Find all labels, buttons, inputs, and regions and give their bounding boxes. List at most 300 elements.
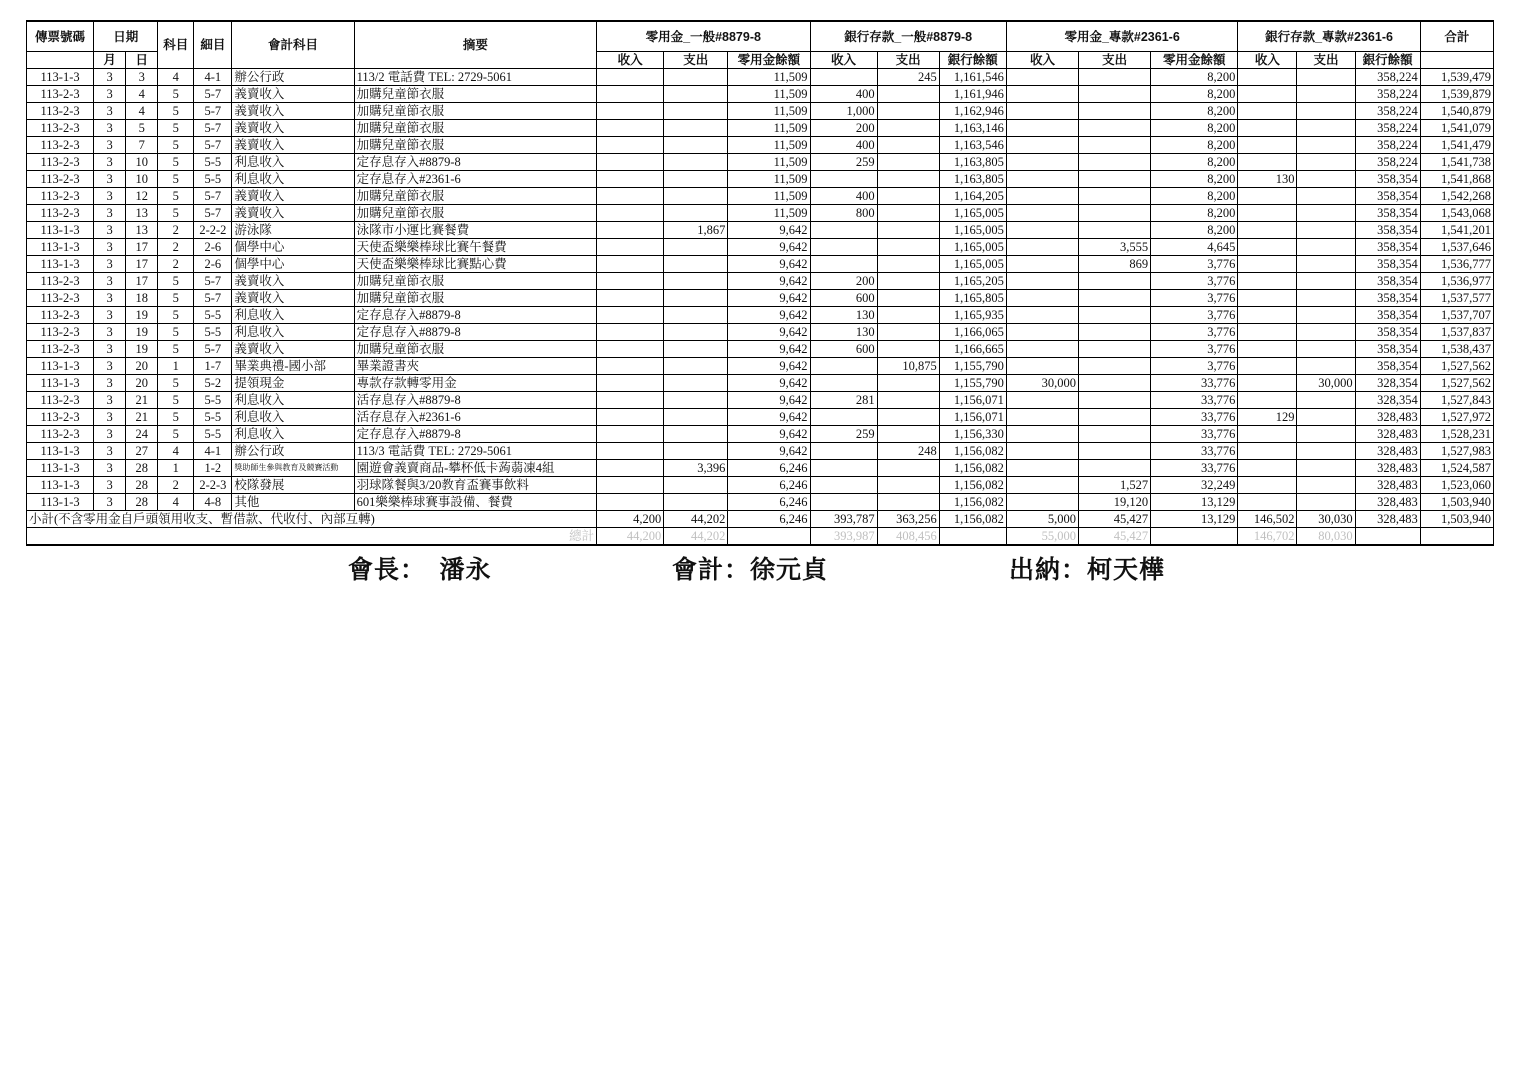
voucher-cell: 113-2-3	[27, 426, 94, 443]
signature-accountant: 會計：徐元貞	[672, 555, 829, 584]
table-row	[27, 239, 1494, 256]
g3-income-cell	[1006, 341, 1078, 358]
subtotal-value: 45,427	[1079, 511, 1151, 528]
g3-balance-cell: 3,776	[1151, 307, 1238, 324]
account-cell: 獎助師生參與教育及競賽活動	[232, 460, 354, 477]
g2-income-cell: 200	[810, 120, 877, 137]
subtotal-value: 363,256	[877, 511, 939, 528]
g3-expense-cell: 1,527	[1079, 477, 1151, 494]
g2-expense-cell	[877, 188, 939, 205]
voucher-cell: 113-2-3	[27, 341, 94, 358]
g1-balance-cell: 11,509	[728, 171, 810, 188]
account-cell: 利息收入	[232, 154, 354, 171]
g4-balance-cell: 328,483	[1355, 409, 1420, 426]
g2-income-cell: 400	[810, 188, 877, 205]
g2-balance-cell: 1,162,946	[939, 103, 1006, 120]
g1-income-cell	[597, 120, 664, 137]
g2-expense-cell	[877, 409, 939, 426]
table-row	[27, 477, 1494, 494]
g2-expense-cell	[877, 324, 939, 341]
total-cell: 1,542,268	[1420, 188, 1493, 205]
g1-income-cell	[597, 86, 664, 103]
g3-expense-cell	[1079, 409, 1151, 426]
signature-president: 會長： 潘永	[348, 555, 492, 584]
account-cell: 義賣收入	[232, 86, 354, 103]
g1-income-cell	[597, 426, 664, 443]
summary-cell: 加購兒童節衣服	[354, 120, 596, 137]
g1-income-cell	[597, 460, 664, 477]
g4-balance-cell: 358,354	[1355, 239, 1420, 256]
g2-balance-cell: 1,165,205	[939, 273, 1006, 290]
g1-expense-cell	[664, 69, 728, 86]
g1-balance-cell: 9,642	[728, 375, 810, 392]
g1-expense-cell	[664, 341, 728, 358]
g4-income-cell	[1238, 290, 1297, 307]
g3-balance-cell: 3,776	[1151, 324, 1238, 341]
g2-expense-cell	[877, 290, 939, 307]
month-cell: 3	[94, 256, 126, 273]
account-cell: 其他	[232, 494, 354, 511]
g1-expense-cell	[664, 154, 728, 171]
g4-balance-cell: 328,354	[1355, 375, 1420, 392]
summary-cell: 601樂樂棒球賽事設備、餐費	[354, 494, 596, 511]
g3-balance-cell: 32,249	[1151, 477, 1238, 494]
g3-expense-cell	[1079, 171, 1151, 188]
g1-balance-cell: 9,642	[728, 273, 810, 290]
total-cell: 1,537,707	[1420, 307, 1493, 324]
g2-expense-cell	[877, 120, 939, 137]
total-cell: 1,537,646	[1420, 239, 1493, 256]
g3-expense-cell	[1079, 205, 1151, 222]
voucher-cell: 113-2-3	[27, 409, 94, 426]
subtotal-label: 小計(不含零用金自戶頭領用收支、暫借款、代收付、內部互轉)	[27, 511, 597, 528]
table-row	[27, 409, 1494, 426]
summary-cell: 定存息存入#8879-8	[354, 324, 596, 341]
g2-income-cell	[810, 256, 877, 273]
g1-balance-cell: 11,509	[728, 103, 810, 120]
g2-expense-cell	[877, 375, 939, 392]
total-cell: 1,543,068	[1420, 205, 1493, 222]
g3-balance-cell: 13,129	[1151, 494, 1238, 511]
g3-income-cell	[1006, 86, 1078, 103]
header-g1-expense: 支出	[664, 52, 728, 69]
g3-balance-cell: 3,776	[1151, 256, 1238, 273]
subject-cell: 5	[158, 137, 194, 154]
voucher-cell: 113-1-3	[27, 222, 94, 239]
subject-cell: 5	[158, 154, 194, 171]
header-g4-balance: 銀行餘額	[1355, 52, 1420, 69]
day-cell: 10	[126, 154, 158, 171]
g2-income-cell: 259	[810, 154, 877, 171]
detail-cell: 4-1	[194, 69, 232, 86]
detail-cell: 5-7	[194, 86, 232, 103]
g2-income-cell	[810, 239, 877, 256]
account-cell: 利息收入	[232, 171, 354, 188]
g4-expense-cell	[1297, 307, 1355, 324]
month-cell: 3	[94, 188, 126, 205]
table-row	[27, 205, 1494, 222]
grand-total-value	[1420, 528, 1493, 546]
g2-income-cell: 259	[810, 426, 877, 443]
g3-balance-cell: 33,776	[1151, 375, 1238, 392]
g1-income-cell	[597, 307, 664, 324]
g3-balance-cell: 3,776	[1151, 273, 1238, 290]
account-cell: 利息收入	[232, 392, 354, 409]
g2-balance-cell: 1,165,005	[939, 205, 1006, 222]
g3-balance-cell: 8,200	[1151, 188, 1238, 205]
table-row	[27, 494, 1494, 511]
g2-income-cell	[810, 494, 877, 511]
g3-balance-cell: 8,200	[1151, 154, 1238, 171]
table-row	[27, 358, 1494, 375]
voucher-cell: 113-2-3	[27, 392, 94, 409]
g4-income-cell	[1238, 103, 1297, 120]
voucher-cell: 113-1-3	[27, 69, 94, 86]
g2-balance-cell: 1,155,790	[939, 375, 1006, 392]
subject-cell: 4	[158, 494, 194, 511]
g4-balance-cell: 358,354	[1355, 290, 1420, 307]
ledger-body	[27, 69, 1494, 546]
g1-income-cell	[597, 324, 664, 341]
header-account: 會計科目	[232, 21, 354, 69]
table-row	[27, 324, 1494, 341]
g3-income-cell	[1006, 222, 1078, 239]
total-cell: 1,524,587	[1420, 460, 1493, 477]
g1-income-cell	[597, 222, 664, 239]
day-cell: 4	[126, 103, 158, 120]
g3-income-cell	[1006, 137, 1078, 154]
voucher-cell: 113-1-3	[27, 443, 94, 460]
month-cell: 3	[94, 239, 126, 256]
voucher-cell: 113-1-3	[27, 239, 94, 256]
g2-income-cell	[810, 375, 877, 392]
g2-income-cell	[810, 171, 877, 188]
g1-balance-cell: 9,642	[728, 358, 810, 375]
subject-cell: 5	[158, 120, 194, 137]
g4-balance-cell: 358,354	[1355, 358, 1420, 375]
g3-expense-cell	[1079, 154, 1151, 171]
table-row	[27, 188, 1494, 205]
day-cell: 13	[126, 205, 158, 222]
header-voucher: 傳票號碼	[27, 21, 94, 52]
g1-balance-cell: 11,509	[728, 137, 810, 154]
g3-income-cell	[1006, 120, 1078, 137]
g4-expense-cell	[1297, 341, 1355, 358]
g2-expense-cell	[877, 426, 939, 443]
month-cell: 3	[94, 307, 126, 324]
g3-expense-cell	[1079, 426, 1151, 443]
grand-total-value: 55,000	[1006, 528, 1078, 546]
g4-income-cell	[1238, 69, 1297, 86]
g1-balance-cell: 9,642	[728, 307, 810, 324]
g3-expense-cell	[1079, 137, 1151, 154]
detail-cell: 4-1	[194, 443, 232, 460]
g4-expense-cell	[1297, 239, 1355, 256]
month-cell: 3	[94, 324, 126, 341]
account-cell: 辦公行政	[232, 69, 354, 86]
g2-expense-cell	[877, 460, 939, 477]
g4-expense-cell	[1297, 409, 1355, 426]
month-cell: 3	[94, 358, 126, 375]
g3-balance-cell: 8,200	[1151, 137, 1238, 154]
g2-balance-cell: 1,163,546	[939, 137, 1006, 154]
g4-expense-cell	[1297, 137, 1355, 154]
g3-balance-cell: 3,776	[1151, 290, 1238, 307]
g4-expense-cell	[1297, 103, 1355, 120]
summary-cell: 專款存款轉零用金	[354, 375, 596, 392]
g2-balance-cell: 1,164,205	[939, 188, 1006, 205]
summary-cell: 天使盃樂樂棒球比賽午餐費	[354, 239, 596, 256]
subtotal-row	[27, 511, 1494, 528]
header-total-blank	[1420, 52, 1493, 69]
g2-income-cell	[810, 222, 877, 239]
day-cell: 20	[126, 358, 158, 375]
g2-income-cell: 600	[810, 341, 877, 358]
grand-total-row	[27, 528, 1494, 546]
g4-expense-cell	[1297, 256, 1355, 273]
table-row	[27, 290, 1494, 307]
detail-cell: 5-5	[194, 392, 232, 409]
detail-cell: 5-7	[194, 137, 232, 154]
g4-expense-cell: 30,000	[1297, 375, 1355, 392]
g3-income-cell	[1006, 392, 1078, 409]
g3-expense-cell	[1079, 460, 1151, 477]
g4-balance-cell: 358,224	[1355, 69, 1420, 86]
summary-cell: 天使盃樂樂棒球比賽點心費	[354, 256, 596, 273]
g3-expense-cell: 869	[1079, 256, 1151, 273]
g2-expense-cell	[877, 239, 939, 256]
g3-balance-cell: 8,200	[1151, 86, 1238, 103]
account-cell: 畢業典禮-國小部	[232, 358, 354, 375]
g4-income-cell: 129	[1238, 409, 1297, 426]
g1-balance-cell: 9,642	[728, 392, 810, 409]
voucher-cell: 113-2-3	[27, 307, 94, 324]
summary-cell: 加購兒童節衣服	[354, 86, 596, 103]
g2-income-cell	[810, 460, 877, 477]
table-row	[27, 256, 1494, 273]
g3-balance-cell: 4,645	[1151, 239, 1238, 256]
total-cell: 1,527,972	[1420, 409, 1493, 426]
subtotal-value: 4,200	[597, 511, 664, 528]
g1-income-cell	[597, 392, 664, 409]
g2-income-cell	[810, 358, 877, 375]
g3-income-cell	[1006, 460, 1078, 477]
summary-cell: 畢業證書夾	[354, 358, 596, 375]
voucher-cell: 113-2-3	[27, 205, 94, 222]
g2-expense-cell	[877, 341, 939, 358]
summary-cell: 泳隊市小運比賽餐費	[354, 222, 596, 239]
detail-cell: 1-7	[194, 358, 232, 375]
g1-expense-cell	[664, 273, 728, 290]
g2-balance-cell: 1,166,065	[939, 324, 1006, 341]
g4-expense-cell	[1297, 477, 1355, 494]
g3-balance-cell: 3,776	[1151, 358, 1238, 375]
day-cell: 19	[126, 307, 158, 324]
g4-expense-cell	[1297, 120, 1355, 137]
g2-balance-cell: 1,166,665	[939, 341, 1006, 358]
g3-balance-cell: 8,200	[1151, 120, 1238, 137]
summary-cell: 加購兒童節衣服	[354, 341, 596, 358]
summary-cell: 加購兒童節衣服	[354, 205, 596, 222]
table-row	[27, 171, 1494, 188]
voucher-cell: 113-1-3	[27, 460, 94, 477]
g2-income-cell	[810, 477, 877, 494]
grand-total-label: 總計	[27, 528, 597, 546]
total-cell: 1,523,060	[1420, 477, 1493, 494]
g4-balance-cell: 358,224	[1355, 86, 1420, 103]
header-voucher-blank	[27, 52, 94, 69]
g2-expense-cell	[877, 154, 939, 171]
summary-cell: 活存息存入#2361-6	[354, 409, 596, 426]
g4-income-cell	[1238, 341, 1297, 358]
g4-expense-cell	[1297, 443, 1355, 460]
g1-income-cell	[597, 256, 664, 273]
day-cell: 17	[126, 273, 158, 290]
g3-income-cell	[1006, 358, 1078, 375]
table-row	[27, 443, 1494, 460]
month-cell: 3	[94, 222, 126, 239]
g2-expense-cell	[877, 222, 939, 239]
g2-expense-cell	[877, 137, 939, 154]
voucher-cell: 113-1-3	[27, 358, 94, 375]
detail-cell: 2-6	[194, 239, 232, 256]
summary-cell: 加購兒童節衣服	[354, 273, 596, 290]
voucher-cell: 113-1-3	[27, 494, 94, 511]
g4-expense-cell	[1297, 426, 1355, 443]
subtotal-value: 393,787	[810, 511, 877, 528]
account-cell: 辦公行政	[232, 443, 354, 460]
account-cell: 提領現金	[232, 375, 354, 392]
voucher-cell: 113-2-3	[27, 273, 94, 290]
day-cell: 5	[126, 120, 158, 137]
day-cell: 21	[126, 409, 158, 426]
g4-balance-cell: 358,224	[1355, 137, 1420, 154]
g2-expense-cell	[877, 205, 939, 222]
subject-cell: 2	[158, 222, 194, 239]
day-cell: 20	[126, 375, 158, 392]
g2-balance-cell: 1,161,946	[939, 86, 1006, 103]
g3-expense-cell	[1079, 120, 1151, 137]
g2-balance-cell: 1,165,005	[939, 222, 1006, 239]
g2-expense-cell	[877, 171, 939, 188]
voucher-cell: 113-2-3	[27, 120, 94, 137]
total-cell: 1,527,843	[1420, 392, 1493, 409]
detail-cell: 5-7	[194, 103, 232, 120]
g1-expense-cell	[664, 358, 728, 375]
g3-expense-cell: 3,555	[1079, 239, 1151, 256]
g3-balance-cell: 33,776	[1151, 392, 1238, 409]
g2-balance-cell: 1,156,330	[939, 426, 1006, 443]
detail-cell: 5-7	[194, 290, 232, 307]
table-row	[27, 86, 1494, 103]
table-row	[27, 154, 1494, 171]
detail-cell: 5-7	[194, 273, 232, 290]
day-cell: 24	[126, 426, 158, 443]
g2-expense-cell	[877, 103, 939, 120]
grand-total-value: 408,456	[877, 528, 939, 546]
account-cell: 個學中心	[232, 256, 354, 273]
g2-expense-cell	[877, 86, 939, 103]
g2-balance-cell: 1,163,805	[939, 171, 1006, 188]
month-cell: 3	[94, 426, 126, 443]
account-cell: 義賣收入	[232, 137, 354, 154]
summary-cell: 定存息存入#8879-8	[354, 154, 596, 171]
g1-balance-cell: 9,642	[728, 443, 810, 460]
header-g2-expense: 支出	[877, 52, 939, 69]
g3-balance-cell: 33,776	[1151, 409, 1238, 426]
g4-income-cell	[1238, 86, 1297, 103]
g2-balance-cell: 1,165,005	[939, 256, 1006, 273]
g2-income-cell: 130	[810, 307, 877, 324]
total-cell: 1,536,977	[1420, 273, 1493, 290]
g3-income-cell	[1006, 426, 1078, 443]
g3-expense-cell	[1079, 392, 1151, 409]
day-cell: 3	[126, 69, 158, 86]
g4-balance-cell: 358,354	[1355, 307, 1420, 324]
g1-balance-cell: 9,642	[728, 426, 810, 443]
grand-total-value: 80,030	[1297, 528, 1355, 546]
grand-total-value	[728, 528, 810, 546]
g1-balance-cell: 11,509	[728, 86, 810, 103]
g3-balance-cell: 8,200	[1151, 171, 1238, 188]
month-cell: 3	[94, 409, 126, 426]
table-row	[27, 341, 1494, 358]
g1-expense-cell	[664, 392, 728, 409]
g2-balance-cell: 1,156,082	[939, 443, 1006, 460]
g4-income-cell	[1238, 120, 1297, 137]
g4-balance-cell: 328,483	[1355, 443, 1420, 460]
subject-cell: 5	[158, 273, 194, 290]
g1-balance-cell: 9,642	[728, 256, 810, 273]
subject-cell: 1	[158, 358, 194, 375]
g1-income-cell	[597, 103, 664, 120]
g1-expense-cell	[664, 409, 728, 426]
g3-expense-cell	[1079, 103, 1151, 120]
g3-expense-cell	[1079, 290, 1151, 307]
subtotal-value: 328,483	[1355, 511, 1420, 528]
g1-balance-cell: 6,246	[728, 460, 810, 477]
account-cell: 義賣收入	[232, 273, 354, 290]
g4-balance-cell: 328,483	[1355, 477, 1420, 494]
grand-total-value: 45,427	[1079, 528, 1151, 546]
g1-income-cell	[597, 341, 664, 358]
g3-income-cell	[1006, 256, 1078, 273]
g4-expense-cell	[1297, 222, 1355, 239]
g4-expense-cell	[1297, 205, 1355, 222]
g4-income-cell	[1238, 239, 1297, 256]
g4-income-cell	[1238, 375, 1297, 392]
g3-expense-cell	[1079, 358, 1151, 375]
g4-income-cell	[1238, 307, 1297, 324]
g4-balance-cell: 358,354	[1355, 222, 1420, 239]
g3-balance-cell: 33,776	[1151, 426, 1238, 443]
g3-expense-cell	[1079, 341, 1151, 358]
total-cell: 1,541,479	[1420, 137, 1493, 154]
voucher-cell: 113-2-3	[27, 324, 94, 341]
g2-balance-cell: 1,156,071	[939, 409, 1006, 426]
g2-expense-cell	[877, 494, 939, 511]
subject-cell: 2	[158, 256, 194, 273]
total-cell: 1,528,231	[1420, 426, 1493, 443]
total-cell: 1,541,738	[1420, 154, 1493, 171]
subject-cell: 5	[158, 341, 194, 358]
g2-expense-cell	[877, 392, 939, 409]
g4-balance-cell: 358,224	[1355, 154, 1420, 171]
day-cell: 10	[126, 171, 158, 188]
g1-expense-cell: 1,867	[664, 222, 728, 239]
table-row	[27, 103, 1494, 120]
g1-income-cell	[597, 239, 664, 256]
